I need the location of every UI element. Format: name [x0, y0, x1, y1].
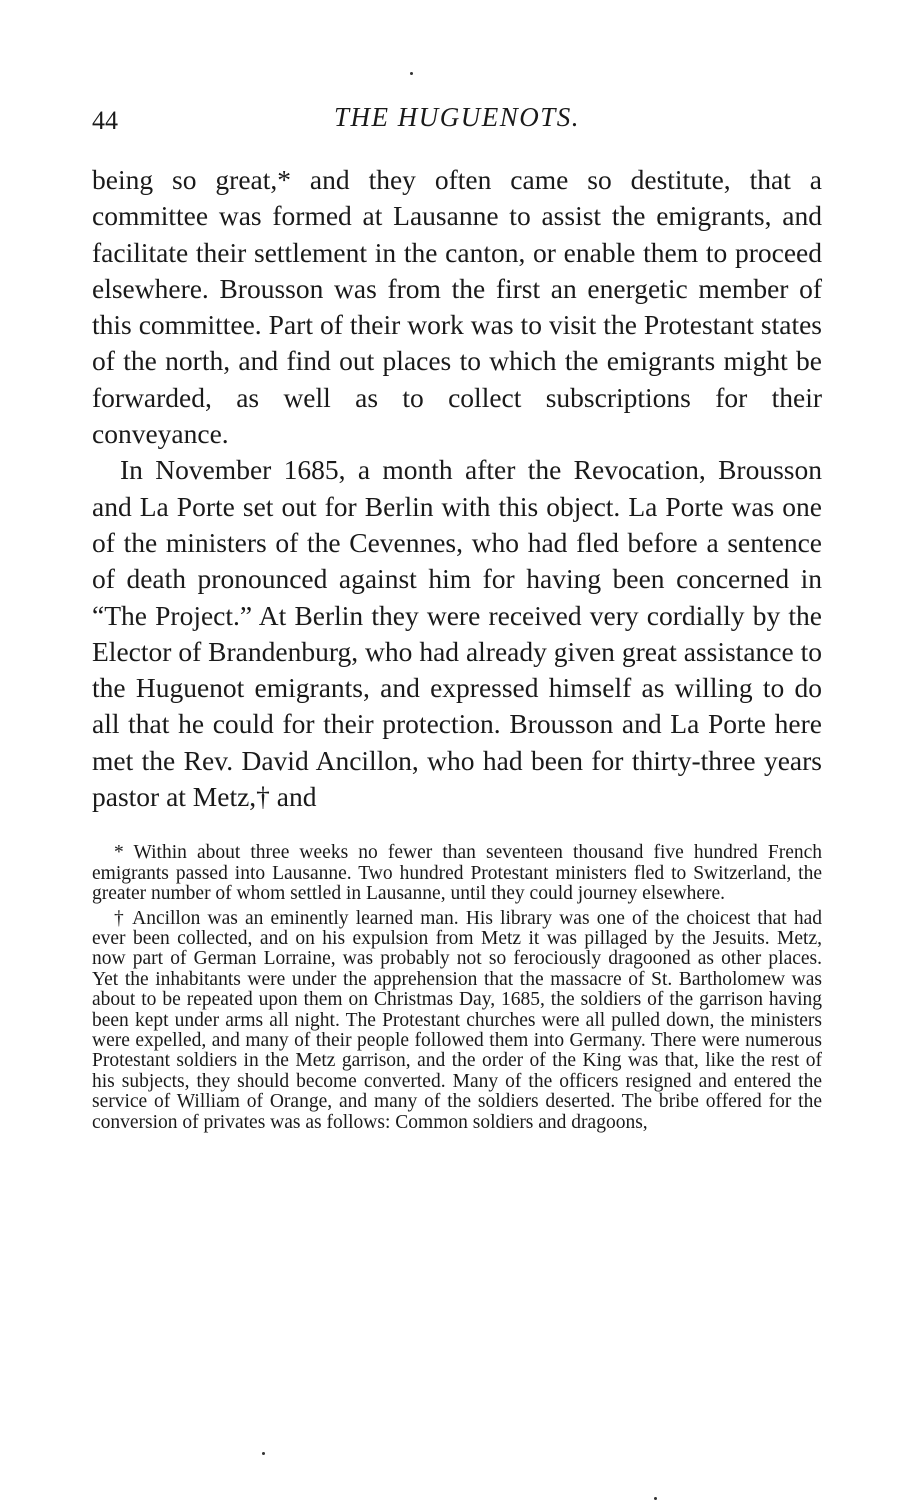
footnote-asterisk: * Within about three weeks no fewer than seventeen thousand five hundred French emigrants passed into Lausanne. Two hundred Protestant ministers fled to Switzerland, the greater number of whom settled in Lausanne, until they could journey elsewhere.: [92, 842, 822, 905]
ink-speck-bottom-left: [262, 1452, 265, 1455]
page-number: 44: [92, 106, 118, 135]
paragraph-november-1685: In November 1685, a month after the Revocation, Brousson and La Porte set out for Berlin with this object. La Porte was one of the ministers of the Cevennes, who had fled before a sentence of death pronounced against him for having been concerned in “The Project.” At Berlin they were received very cordially by the Elector of Brandenburg, who had already given great assistance to the Huguenot emigrants, and expressed himself as willing to do all that he could for their protection. Brousson and La Porte here met the Rev. David Ancillon, who had been for thirty-three years pastor at Metz,† and: [92, 454, 822, 813]
ink-speck-bottom-right: [654, 1497, 657, 1500]
running-head: THE HUGUENOTS.: [333, 102, 581, 132]
paragraph-continued: being so great,* and they often came so destitute, that a committee was formed at Lausanne to assist the emigrants, and facilitate their settlement in the canton, or enable them to proceed elsewhere. Brousson was from the first an energetic member of this committee. Part of their work was to visit the Protestant states of the north, and find out places to which the emigrants might be forwarded, as well as to collect subscriptions for their conveyance.: [92, 164, 822, 450]
footnote-dagger: † Ancillon was an eminently learned man. His library was one of the choicest that had ever been collected, and on his expulsion from Metz it was pillaged by the Jesuits. Metz, now part of German Lorraine, was probably not so ferociously dragooned as other places. Yet the inhabitants were under the apprehension that the massacre of St. Bartholomew was about to be repeated upon them on Christmas Day, 1685, the soldiers of the garrison having been kept under arms all night. The Protestant churches were all pulled down, the ministers were expelled, and many of their people followed them into Germany. There were numerous Protestant soldiers in the Metz garrison, and the order of the King was that, like the rest of his subjects, they should become converted. Many of the officers resigned and entered the service of William of Orange, and many of the soldiers deserted. The bribe offered for the conversion of privates was as follows: Common soldiers and dragoons,: [92, 907, 822, 1133]
footnotes: [92, 843, 822, 1133]
body-text: [92, 162, 822, 815]
page-header: [92, 100, 822, 144]
ink-speck-top: [410, 72, 413, 75]
book-page: [92, 100, 822, 1133]
